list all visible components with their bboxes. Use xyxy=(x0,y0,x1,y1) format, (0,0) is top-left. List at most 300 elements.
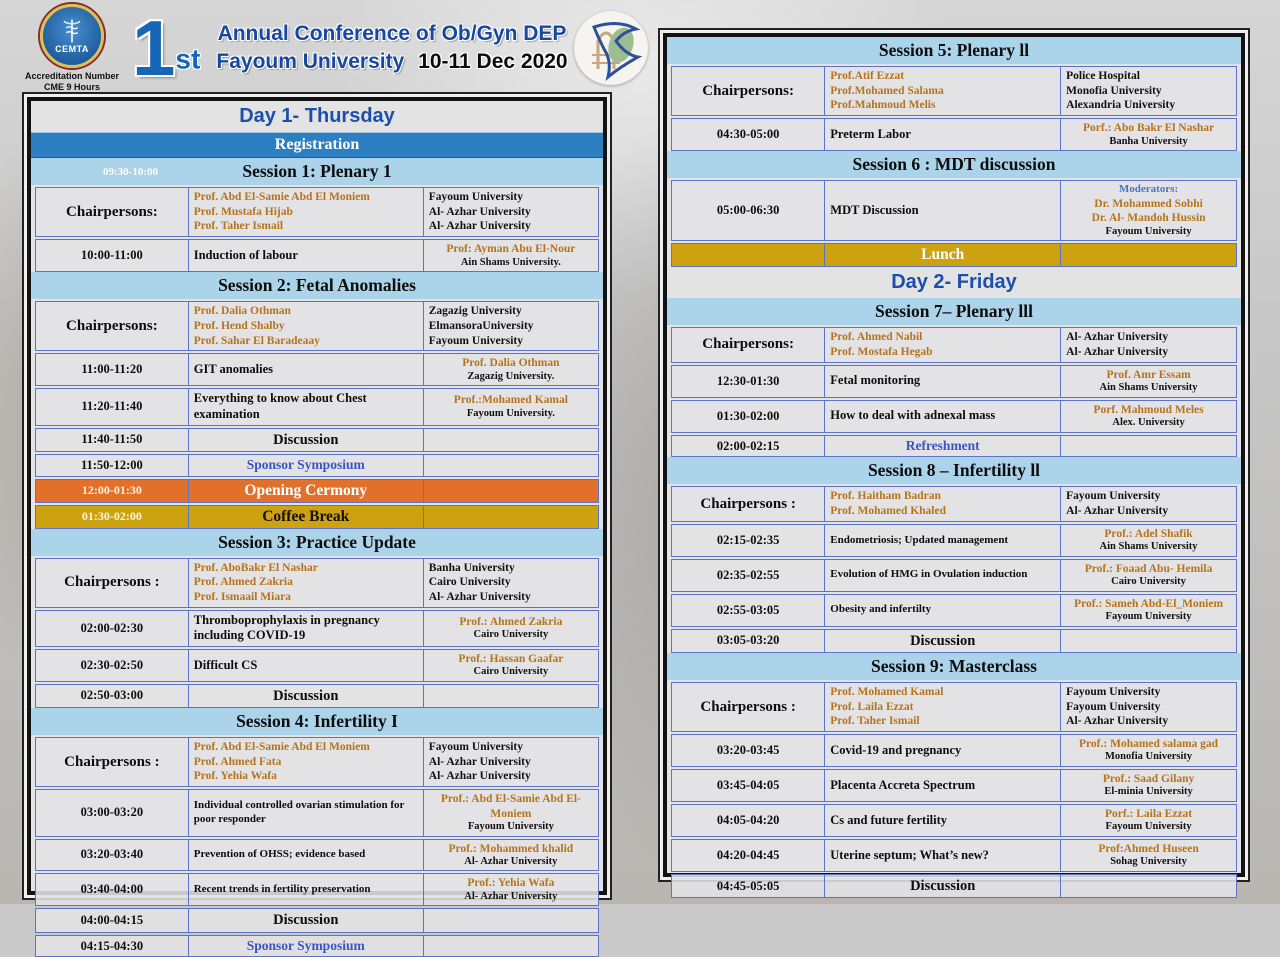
topic-text: Induction of labour xyxy=(193,247,298,262)
talk-row xyxy=(35,839,599,872)
chairperson-affiliation: Fayoum University xyxy=(1066,700,1161,713)
chairpersons-names xyxy=(824,487,1061,520)
talk-row xyxy=(671,365,1237,398)
chairperson-affiliation: Al- Azhar University xyxy=(1066,715,1169,728)
chairpersons-label: Chairpersons : xyxy=(700,698,796,715)
speaker-affiliation: Alex. University xyxy=(1112,417,1185,428)
time-cell: 04:45-05:05 xyxy=(716,878,780,893)
chairperson-name: Prof. Haitham Badran xyxy=(830,490,941,503)
day-2-schedule-panel xyxy=(658,28,1250,894)
speaker-affiliation: Fayoum University xyxy=(467,820,554,832)
chairperson-affiliation: Monofia University xyxy=(1066,84,1162,97)
speaker-cell xyxy=(1061,840,1236,871)
topic-cell xyxy=(824,805,1061,836)
empty-cell xyxy=(424,506,598,528)
time-cell: 04:05-04:20 xyxy=(716,813,780,828)
talk-row xyxy=(35,388,599,425)
chairperson-affiliation: Al- Azhar University xyxy=(428,220,531,233)
time-cell: 03:05-03:20 xyxy=(716,633,780,648)
session-header xyxy=(667,37,1241,64)
speaker-cell xyxy=(1061,366,1236,397)
topic-text: Discussion xyxy=(910,877,976,894)
speaker-affiliation: Cairo University xyxy=(473,666,549,678)
talk-row xyxy=(671,629,1237,653)
chairpersons-names xyxy=(188,302,424,350)
topic-cell xyxy=(188,429,424,451)
speaker-affiliation: Fayoum University xyxy=(1105,821,1192,833)
time-cell: 01:30-02:00 xyxy=(81,509,142,523)
speaker-name: Dr. Al- Mandoh Hussin xyxy=(1091,212,1206,225)
speaker-cell xyxy=(424,611,598,646)
conference-title-line2: Fayoum University xyxy=(216,50,405,73)
time-cell: 02:50-03:00 xyxy=(80,688,144,703)
chairperson-name: Prof. Taher Ismail xyxy=(830,715,920,728)
empty-cell xyxy=(1061,244,1236,266)
talk-row xyxy=(671,435,1237,458)
edition-digit: 1 xyxy=(132,3,176,92)
chairperson-affiliation: Police Hospital xyxy=(1066,70,1140,82)
speaker-cell xyxy=(424,650,598,681)
chairperson-name: Prof. Mohamed Khaled xyxy=(830,505,947,518)
topic-text: Sponsor Symposium xyxy=(246,456,365,472)
speaker-name: Prof.: Adel Shafik xyxy=(1104,527,1193,540)
time-cell: 01:30-02:00 xyxy=(716,408,780,423)
chairperson-affiliation: Fayoum University xyxy=(428,334,523,347)
talk-row xyxy=(671,734,1237,767)
talk-row xyxy=(671,180,1237,241)
speaker-affiliation: Ain Shams University xyxy=(1099,382,1198,394)
topic-text: Preterm Labor xyxy=(830,126,911,141)
chairperson-name: Prof. Ismaail Miara xyxy=(193,590,291,603)
topic-text: Obesity and infertilty xyxy=(830,603,932,616)
topic-text: MDT Discussion xyxy=(830,202,919,217)
chairperson-name: Prof. Taher Ismail xyxy=(193,220,284,233)
session-title: Session 8 – Infertility ll xyxy=(867,460,1041,481)
speaker-affiliation: Zagazig University. xyxy=(467,370,555,382)
topic-text: Difficult CS xyxy=(193,657,258,672)
speaker-affiliation: Sohag University xyxy=(1110,856,1187,868)
chairpersons-label: Chairpersons: xyxy=(66,203,158,220)
special-row xyxy=(671,243,1237,267)
talk-row xyxy=(671,769,1237,802)
speaker-cell xyxy=(424,429,598,451)
speaker-affiliation: Al- Azhar University xyxy=(464,890,558,902)
chairperson-name: Prof.Atif Ezzat xyxy=(830,70,905,82)
chairpersons-row xyxy=(671,66,1237,116)
chairpersons-row xyxy=(35,558,599,608)
time-cell: 02:30-02:50 xyxy=(80,657,144,672)
chairpersons-row xyxy=(35,187,599,237)
topic-text: Discussion xyxy=(273,912,339,929)
conference-title xyxy=(210,22,574,74)
chairperson-affiliation: Alexandria University xyxy=(1066,99,1176,112)
time-cell: 02:00-02:30 xyxy=(80,620,144,635)
chairpersons-label: Chairpersons: xyxy=(66,317,158,334)
chairperson-name: Prof. Laila Ezzat xyxy=(830,700,914,713)
chairperson-name: Prof. Dalia Othman xyxy=(193,305,291,318)
cemta-logo-text: CEMTA xyxy=(55,43,89,54)
topic-cell xyxy=(824,840,1061,871)
chairpersons-names xyxy=(824,683,1061,731)
talk-row xyxy=(35,789,599,836)
talk-row xyxy=(35,454,599,477)
chairpersons-row xyxy=(35,301,599,351)
time-cell: 11:50-12:00 xyxy=(80,457,143,472)
talk-row xyxy=(35,610,599,647)
chairpersons-row xyxy=(671,682,1237,732)
speaker-affiliation: Fayoum University xyxy=(1105,225,1192,237)
topic-text: Recent trends in fertility preservation xyxy=(193,883,371,896)
conference-title-line1: Annual Conference of Ob/Gyn DEP xyxy=(217,22,567,45)
moderators-label: Moderators: xyxy=(1118,183,1179,196)
chairperson-affiliation: Cairo University xyxy=(428,576,511,589)
time-cell: 04:00-04:15 xyxy=(80,913,144,927)
speaker-affiliation: Fayoum University. xyxy=(466,407,555,419)
cemta-logo-icon xyxy=(40,4,104,68)
speaker-name: Prof.: Mohamed salama gad xyxy=(1079,738,1219,751)
speaker-name: Prof.:Mohamed Kamal xyxy=(453,394,568,407)
talk-row xyxy=(35,908,599,932)
speaker-cell xyxy=(1061,401,1236,432)
session-header xyxy=(31,708,603,735)
time-cell: 04:20-04:45 xyxy=(716,847,780,862)
talk-row xyxy=(35,873,599,906)
topic-cell xyxy=(824,525,1061,556)
session-title: Session 5: Plenary ll xyxy=(878,40,1030,60)
chairpersons-row xyxy=(671,486,1237,521)
session-title: Session 9: Masterclass xyxy=(871,655,1037,676)
talk-row xyxy=(35,684,599,708)
topic-text: Sponsor Symposium xyxy=(246,937,365,953)
speaker-cell xyxy=(1061,181,1236,240)
session-header xyxy=(31,158,603,185)
special-row xyxy=(35,479,599,503)
session-title: Session 7– Plenary lll xyxy=(875,301,1033,322)
topic-cell xyxy=(188,611,424,646)
talk-row xyxy=(671,804,1237,837)
chairperson-affiliation: Al- Azhar University xyxy=(428,205,531,218)
topic-cell xyxy=(188,790,424,835)
topic-cell xyxy=(824,595,1061,626)
session-header xyxy=(667,457,1241,484)
speaker-name: Prof.: Saad Gilany xyxy=(1102,773,1195,786)
topic-text: Everything to know about Chest examination xyxy=(193,391,367,421)
time-cell: 02:15-02:35 xyxy=(716,532,780,547)
speaker-affiliation: Ain Shams University xyxy=(1099,541,1198,553)
chairpersons-affiliations xyxy=(1061,683,1236,731)
speaker-affiliation: Banha University xyxy=(1109,135,1188,147)
speaker-cell xyxy=(1061,735,1236,766)
speaker-cell xyxy=(424,685,598,707)
topic-cell xyxy=(188,455,424,476)
speaker-cell xyxy=(1061,436,1236,457)
special-label-cell xyxy=(824,244,1061,266)
session-title: Session 4: Infertility I xyxy=(236,711,398,731)
talk-row xyxy=(671,400,1237,433)
session-time: 09:30-10:00 xyxy=(103,165,158,178)
topic-cell xyxy=(188,874,424,905)
time-cell: 03:20-03:40 xyxy=(80,847,144,862)
session-title: Session 3: Practice Update xyxy=(218,531,416,552)
chairpersons-affiliations xyxy=(424,738,598,786)
speaker-cell xyxy=(1061,805,1236,836)
topic-text: GIT anomalies xyxy=(193,361,274,376)
chairpersons-row xyxy=(671,327,1237,362)
chairperson-name: Prof. Abd El-Samie Abd El Moniem xyxy=(193,741,370,753)
speaker-affiliation: Al- Azhar University xyxy=(464,855,558,867)
chairperson-affiliation: Al- Azhar University xyxy=(428,755,531,768)
chairpersons-names xyxy=(824,67,1061,115)
chairperson-affiliation: Al- Azhar University xyxy=(428,590,531,603)
special-label: Opening Cermony xyxy=(244,481,368,499)
speaker-cell xyxy=(1061,595,1236,626)
time-cell: 11:20-11:40 xyxy=(81,399,143,414)
speaker-cell xyxy=(424,455,598,476)
chairpersons-row xyxy=(35,737,599,787)
chairperson-name: Prof. Yehia Wafa xyxy=(193,770,277,783)
cemta-accreditation-logo xyxy=(18,4,126,93)
chairperson-affiliation: Fayoum University xyxy=(1066,490,1161,503)
conference-dates: 10-11 Dec 2020 xyxy=(418,50,568,73)
session-header xyxy=(667,653,1241,680)
time-cell: 02:55-03:05 xyxy=(716,602,780,617)
fayoum-logo-icon xyxy=(574,11,648,85)
topic-cell xyxy=(824,401,1061,432)
speaker-cell xyxy=(1061,770,1236,801)
time-cell: 03:20-03:45 xyxy=(716,743,780,758)
special-label-cell xyxy=(188,480,424,502)
chairperson-name: Prof. Mohamed Kamal xyxy=(830,685,944,698)
session-title: Session 2: Fetal Anomalies xyxy=(218,275,416,296)
chairperson-name: Prof. Ahmed Fata xyxy=(193,755,282,768)
speaker-name: Prof.: Ahmed Zakria xyxy=(459,615,563,628)
topic-cell xyxy=(188,240,424,271)
speaker-name: Prof: Ayman Abu El-Nour xyxy=(446,243,576,256)
edition-number xyxy=(132,3,210,92)
chairperson-name: Prof. Ahmed Zakria xyxy=(193,576,293,589)
time-cell: 10:00-11:00 xyxy=(80,248,143,263)
speaker-cell xyxy=(1061,119,1236,150)
session-title: Session 1: Plenary 1 xyxy=(242,161,392,181)
time-cell: 12:30-01:30 xyxy=(716,373,780,388)
session-header xyxy=(31,272,603,299)
chairpersons-affiliations xyxy=(424,559,598,607)
speaker-cell xyxy=(424,354,598,385)
speaker-affiliation: Monofia University xyxy=(1104,751,1193,763)
chairperson-affiliation: Zagazig University xyxy=(428,305,522,318)
topic-cell xyxy=(188,389,424,424)
speaker-affiliation: Ain Shams University. xyxy=(460,256,561,268)
talk-row xyxy=(671,874,1237,898)
topic-text: Discussion xyxy=(273,431,339,448)
topic-cell xyxy=(188,354,424,385)
speaker-name: Prof. Dalia Othman xyxy=(462,357,560,370)
time-cell: 12:00-01:30 xyxy=(81,483,142,497)
time-cell xyxy=(672,244,824,266)
topic-text: Cs and future fertility xyxy=(830,812,948,827)
topic-text: Thromboprophylaxis in pregnancy including COVID-19 xyxy=(193,612,380,643)
chairpersons-names xyxy=(188,188,424,236)
talk-row xyxy=(671,559,1237,592)
conference-header xyxy=(18,3,648,92)
empty-cell xyxy=(424,480,598,502)
topic-text: Discussion xyxy=(910,632,976,649)
talk-row xyxy=(35,649,599,682)
chairperson-name: Prof. Abd El-Samie Abd El Moniem xyxy=(193,191,370,203)
chairpersons-label: Chairpersons: xyxy=(702,82,794,99)
speaker-affiliation: Cairo University xyxy=(473,629,549,641)
time-cell: 03:40-04:00 xyxy=(80,882,144,897)
chairpersons-affiliations xyxy=(1061,487,1236,520)
chairperson-name: Prof.Mohamed Salama xyxy=(830,84,944,97)
topic-cell xyxy=(824,630,1061,652)
speaker-name: Prof.: Hassan Gaafar xyxy=(458,652,564,665)
topic-cell xyxy=(188,840,424,871)
speaker-cell xyxy=(424,874,598,905)
chairperson-name: Prof.Mahmoud Melis xyxy=(830,99,936,112)
talk-row xyxy=(35,428,599,452)
chairperson-affiliation: Banha University xyxy=(428,561,515,574)
speaker-affiliation: Cairo University xyxy=(1111,576,1186,588)
topic-text: Discussion xyxy=(273,687,339,704)
speaker-name: Prof.: Abd El-Samie Abd El- Moniem xyxy=(440,793,581,820)
topic-text: Evolution of HMG in Ovulation induction xyxy=(830,568,1028,581)
chairperson-affiliation: Al- Azhar University xyxy=(1066,331,1169,344)
speaker-name: Dr. Mohammed Sobhi xyxy=(1094,197,1203,210)
speaker-cell xyxy=(1061,560,1236,591)
session-header xyxy=(667,298,1241,325)
topic-text: Covid-19 and pregnancy xyxy=(830,742,962,757)
special-row xyxy=(35,505,599,529)
chairperson-name: Prof. AboBakr El Nashar xyxy=(193,561,318,574)
topic-text: Uterine septum; What’s new? xyxy=(830,847,989,862)
speaker-cell xyxy=(1061,875,1236,897)
chairperson-name: Prof. Mostafa Hegab xyxy=(830,345,933,358)
chairpersons-label: Chairpersons : xyxy=(64,574,160,591)
chairpersons-names xyxy=(188,738,424,786)
session-header xyxy=(667,151,1241,178)
chairperson-affiliation: Al- Azhar University xyxy=(1066,345,1169,358)
speaker-cell xyxy=(424,936,598,957)
speaker-name: Prof. Amr Essam xyxy=(1106,368,1191,381)
talk-row xyxy=(671,118,1237,151)
speaker-cell xyxy=(424,389,598,424)
chairpersons-affiliations xyxy=(424,302,598,350)
topic-cell xyxy=(824,560,1061,591)
chairperson-affiliation: Fayoum University xyxy=(1066,685,1161,698)
accreditation-line2: CME 9 Hours xyxy=(43,81,100,92)
talk-row xyxy=(35,239,599,272)
edition-suffix: st xyxy=(175,43,201,75)
time-cell: 04:15-04:30 xyxy=(80,938,144,953)
day-title: Day 2- Friday xyxy=(891,271,1017,294)
chairperson-affiliation: Fayoum University xyxy=(428,191,523,203)
speaker-cell xyxy=(1061,630,1236,652)
speaker-cell xyxy=(424,840,598,871)
topic-text: Placenta Accreta Spectrum xyxy=(830,777,976,792)
session-header xyxy=(31,529,603,556)
chairpersons-label: Chairpersons: xyxy=(702,336,794,353)
session-title: Session 6 : MDT discussion xyxy=(852,154,1056,175)
topic-cell xyxy=(824,875,1061,897)
speaker-cell xyxy=(424,790,598,835)
special-label-cell xyxy=(188,506,424,528)
talk-row xyxy=(671,594,1237,627)
talk-row xyxy=(671,839,1237,872)
time-cell: 05:00-06:30 xyxy=(716,203,780,218)
chairperson-name: Prof. Hend Shalby xyxy=(193,319,285,332)
topic-cell xyxy=(824,770,1061,801)
speaker-cell xyxy=(424,240,598,271)
chairperson-affiliation: ElmansoraUniversity xyxy=(428,319,534,332)
day-1-schedule-table xyxy=(27,97,607,953)
chairperson-name: Prof. Sahar El Baradeaay xyxy=(193,334,320,347)
chairperson-name: Prof. Mustafa Hijab xyxy=(193,205,293,218)
speaker-cell xyxy=(424,909,598,931)
speaker-name: Prof.: Yehia Wafa xyxy=(467,877,555,890)
chairperson-affiliation: Al- Azhar University xyxy=(1066,505,1169,518)
talk-row xyxy=(671,524,1237,557)
topic-cell xyxy=(824,366,1061,397)
caduceus-icon xyxy=(62,18,82,44)
time-cell: 04:30-05:00 xyxy=(716,127,780,142)
chairpersons-names xyxy=(188,559,424,607)
chairperson-affiliation: Fayoum University xyxy=(428,741,523,753)
topic-cell xyxy=(188,936,424,957)
speaker-name: Prof.: Mohammed khalid xyxy=(448,842,574,855)
speaker-name: Prof.: Foaad Abu- Hemila xyxy=(1084,562,1213,575)
topic-cell xyxy=(188,685,424,707)
time-cell: 03:45-04:05 xyxy=(716,778,780,793)
speaker-name: Porf. Mahmoud Meles xyxy=(1093,403,1204,416)
time-cell: 02:00-02:15 xyxy=(716,438,780,453)
special-label: Coffee Break xyxy=(262,507,350,525)
time-cell: 11:00-11:20 xyxy=(81,362,143,377)
speaker-name: Prof:Ahmed Huseen xyxy=(1098,843,1199,855)
chairperson-name: Prof. Ahmed Nabil xyxy=(830,331,923,344)
chairperson-affiliation: Al- Azhar University xyxy=(428,770,531,783)
day-1-schedule-panel xyxy=(22,92,612,953)
chairpersons-label: Chairpersons : xyxy=(700,495,796,512)
topic-text: Fetal monitoring xyxy=(830,373,921,388)
chairpersons-names xyxy=(824,328,1061,361)
time-cell: 03:00-03:20 xyxy=(80,805,144,820)
chairpersons-affiliations xyxy=(424,188,598,236)
talk-row xyxy=(35,935,599,957)
registration-band: Registration xyxy=(31,132,603,158)
accreditation-line1: Accreditation Number xyxy=(24,70,120,81)
special-label: Lunch xyxy=(921,246,965,264)
day-2-schedule-table xyxy=(663,33,1245,894)
speaker-affiliation: Fayoum University xyxy=(1105,611,1192,623)
chairpersons-label: Chairpersons : xyxy=(64,753,160,770)
time-cell: 02:35-02:55 xyxy=(716,567,780,582)
topic-text: Refreshment xyxy=(905,437,980,453)
speaker-name: Porf.: Abo Bakr El Nashar xyxy=(1083,122,1215,135)
speaker-cell xyxy=(1061,525,1236,556)
fayoum-university-logo xyxy=(574,11,648,85)
topic-text: Prevention of OHSS; evidence based xyxy=(193,848,366,861)
topic-cell xyxy=(824,119,1061,150)
topic-cell xyxy=(188,909,424,931)
topic-cell xyxy=(188,650,424,681)
speaker-affiliation: El-minia University xyxy=(1104,786,1193,798)
time-cell: 11:40-11:50 xyxy=(81,432,143,447)
chairpersons-affiliations xyxy=(1061,328,1236,361)
speaker-name: Porf.: Laila Ezzat xyxy=(1104,808,1193,821)
topic-text: How to deal with adnexal mass xyxy=(830,408,996,423)
topic-cell xyxy=(824,735,1061,766)
